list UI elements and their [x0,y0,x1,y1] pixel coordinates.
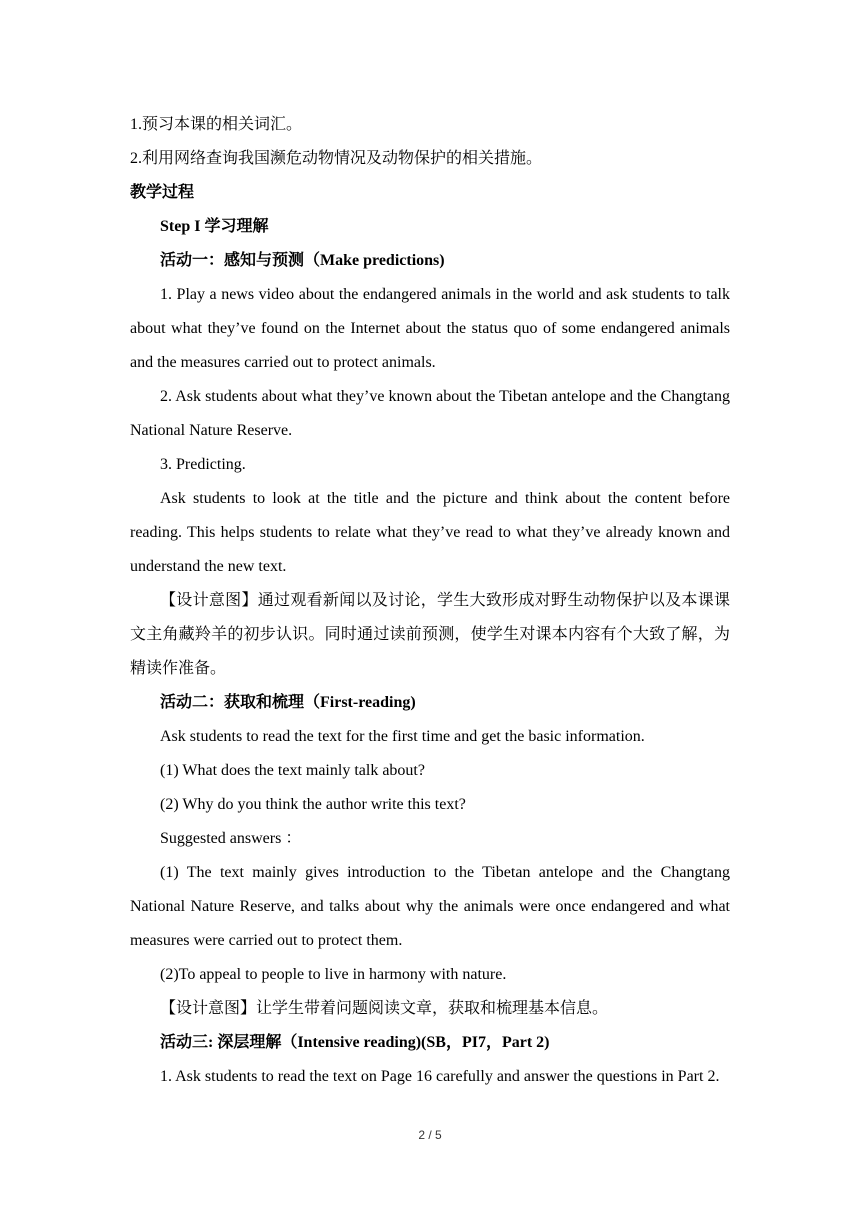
activity-2-suggested-label: Suggested answers ： [160,830,302,847]
page-content [130,108,730,1094]
activity-1-heading: 活动一：感知与预测（Make predictions) [160,252,445,269]
activity-3-item-1: 1. Ask students to read the text on Page 16 carefully and answer the questions in Part 2. [160,1068,720,1085]
activity-2-answer-2: (2)To appeal to people to live in harmony with nature. [160,966,507,983]
activity-2-design-intent: 【设计意图】让学生带着问题阅读文章，获取和梳理基本信息。 [160,1000,609,1017]
activity-3-heading: 活动三: 深层理解（Intensive reading)(SB，PI7，Part 2) [160,1034,550,1051]
activity-2-intro: Ask students to read the text for the first time and get the basic information. [160,728,645,745]
activity-1-design-intent: 【设计意图】通过观看新闻以及讨论，学生大致形成对野生动物保护以及本课课文主角藏羚羊的初步认识。同时通过读前预测，使学生对课本内容有个大致了解，为精读作准备。 [130,592,730,677]
activity-1-item-3: 3. Predicting. [160,456,246,473]
page-number: 2 / 5 [418,1128,442,1142]
step-heading: Step I 学习理解 [160,218,269,235]
activity-1-predict-text: Ask students to look at the title and the picture and think about the content before reading. This helps students to relate what they’ve read to what they’ve already known and understand the new text. [130,490,730,575]
activity-1-item-2: 2. Ask students about what they’ve known about the Tibetan antelope and the Changtang National Nature Reserve. [130,388,730,439]
activity-2-question-2: (2) Why do you think the author write this text? [160,796,466,813]
activity-2-heading: 活动二：获取和梳理（First-reading) [160,694,416,711]
activity-1-item-1: 1. Play a news video about the endangered animals in the world and ask students to talk about what they’ve found on the Internet about the status quo of some endangered animals and the measures carried out to protect animals. [130,286,730,371]
prep-item-2: 2.利用网络查询我国濒危动物情况及动物保护的相关措施。 [130,150,543,167]
section-title: 教学过程 [130,184,195,201]
activity-2-answer-1: (1) The text mainly gives introduction to the Tibetan antelope and the Changtang National Nature Reserve, and talks about why the animals were once endangered and what measures were carried out to protect them. [130,864,730,949]
prep-item-1: 1.预习本课的相关词汇。 [130,116,303,133]
activity-2-question-1: (1) What does the text mainly talk about? [160,762,425,779]
